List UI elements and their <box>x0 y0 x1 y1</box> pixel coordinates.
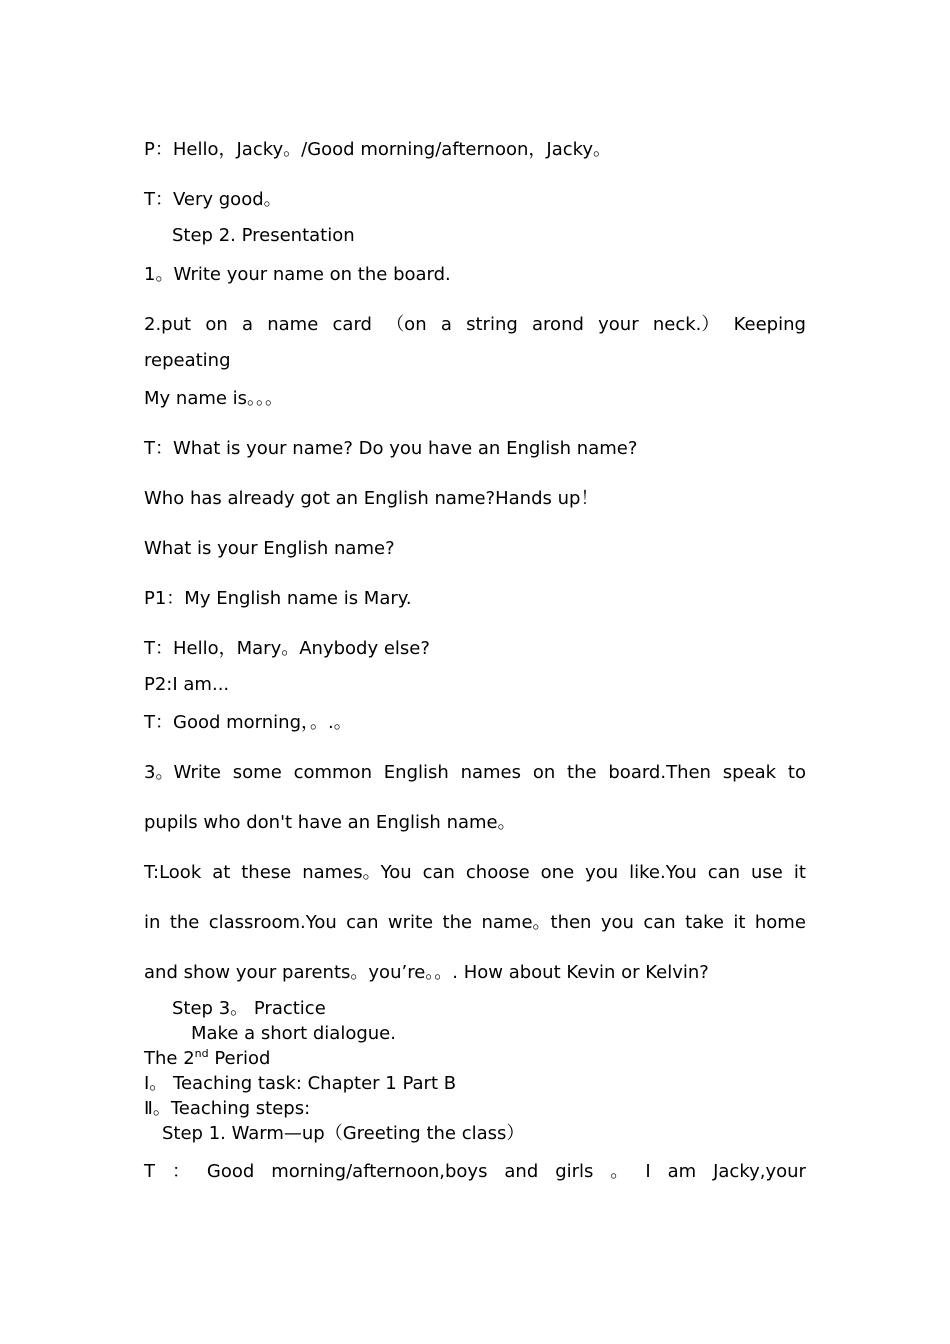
step-1-warm-up: Step 1. Warm—up（Greeting the class） <box>162 1123 525 1144</box>
word: it <box>793 862 806 883</box>
word: and <box>504 1161 539 1182</box>
word: ： <box>171 1161 190 1182</box>
word: like.You <box>629 862 697 883</box>
word: 2.put <box>144 314 192 335</box>
instruction-name-card <box>144 313 806 337</box>
word: take <box>685 912 725 933</box>
instruction-write-name: 1。Write your name on the board. <box>144 264 451 285</box>
step-2-heading: Step 2. Presentation <box>172 225 355 246</box>
word: it <box>733 912 746 933</box>
word: classroom.You <box>208 912 337 933</box>
word: you <box>600 912 634 933</box>
word: T <box>144 1161 155 1182</box>
step-3-heading: Step 3。 Practice <box>172 998 326 1019</box>
dialogue-line-show-parents: and show your parents。you’re。。. How about Kevin or Kelvin? <box>144 962 709 983</box>
word: use <box>751 862 783 883</box>
dialogue-line-t-very-good: T：Very good。 <box>144 189 282 210</box>
word: English <box>383 762 449 783</box>
word: home <box>754 912 806 933</box>
word: neck.） <box>652 314 720 335</box>
word: you <box>585 862 619 883</box>
word: arond <box>532 314 584 335</box>
word: the <box>567 762 597 783</box>
word: speak <box>722 762 777 783</box>
dialogue-line-t-good-morning: T：Good morning，。.。 <box>144 712 352 733</box>
word: Jacky,your <box>713 1161 806 1182</box>
word: morning/afternoon,boys <box>271 1161 488 1182</box>
word: T:Look <box>144 862 202 883</box>
practice-instruction: Make a short dialogue. <box>191 1023 396 1044</box>
period-heading-ordinal: nd <box>194 1047 209 1060</box>
word: your <box>598 314 639 335</box>
dialogue-line-t-what-name: T：What is your name? Do you have an English name? <box>144 438 638 459</box>
instruction-name-card-continued: repeating <box>144 350 231 371</box>
my-name-is-line: My name is。。。 <box>144 388 284 409</box>
word: write <box>387 912 434 933</box>
word: to <box>787 762 806 783</box>
word: can <box>643 912 676 933</box>
dialogue-line-p-hello: P：Hello，Jacky。/Good morning/afternoon，Jacky。 <box>144 139 612 160</box>
word: on <box>205 314 228 335</box>
word: the <box>169 912 200 933</box>
word: （on <box>386 314 427 335</box>
word: at <box>212 862 231 883</box>
word: one <box>540 862 575 883</box>
word: Keeping <box>733 314 806 335</box>
word: on <box>532 762 556 783</box>
word: I <box>645 1161 651 1182</box>
word: names <box>460 762 522 783</box>
word: the <box>442 912 473 933</box>
word: names。You <box>302 862 412 883</box>
word: common <box>293 762 372 783</box>
word: 3。Write <box>144 762 221 783</box>
dialogue-line-hands-up: Who has already got an English name?Hands up！ <box>144 488 599 509</box>
teaching-task-line: Ⅰ。 Teaching task: Chapter 1 Part B <box>144 1073 457 1094</box>
dialogue-line-what-english-name: What is your English name? <box>144 538 395 559</box>
teaching-steps-line: Ⅱ。Teaching steps: <box>144 1098 311 1119</box>
word: string <box>466 314 518 335</box>
word: 。 <box>610 1161 629 1182</box>
dialogue-line-look-names <box>144 861 806 885</box>
dialogue-line-t-boys-girls <box>144 1160 806 1184</box>
word: am <box>667 1161 697 1182</box>
dialogue-line-t-hello-mary: T：Hello，Mary。Anybody else? <box>144 638 430 659</box>
word: name <box>267 314 319 335</box>
word: a <box>440 314 452 335</box>
word: card <box>332 314 372 335</box>
word: in <box>144 912 161 933</box>
dialogue-line-p2: P2:I am... <box>144 674 230 695</box>
period-heading <box>144 1047 270 1071</box>
word: some <box>232 762 282 783</box>
dialogue-line-p1-mary: P1：My English name is Mary. <box>144 588 412 609</box>
word: can <box>422 862 455 883</box>
period-heading-prefix: The 2 <box>144 1048 195 1069</box>
word: can <box>346 912 379 933</box>
word: a <box>241 314 253 335</box>
period-heading-suffix: Period <box>208 1048 271 1069</box>
word: Good <box>206 1161 255 1182</box>
dialogue-line-classroom <box>144 911 806 935</box>
word: choose <box>465 862 530 883</box>
word: girls <box>555 1161 594 1182</box>
word: board.Then <box>608 762 711 783</box>
word: these <box>241 862 292 883</box>
word: name。then <box>481 912 592 933</box>
word: can <box>707 862 741 883</box>
instruction-common-names <box>144 761 806 785</box>
instruction-common-names-continued: pupils who don't have an English name。 <box>144 812 516 833</box>
